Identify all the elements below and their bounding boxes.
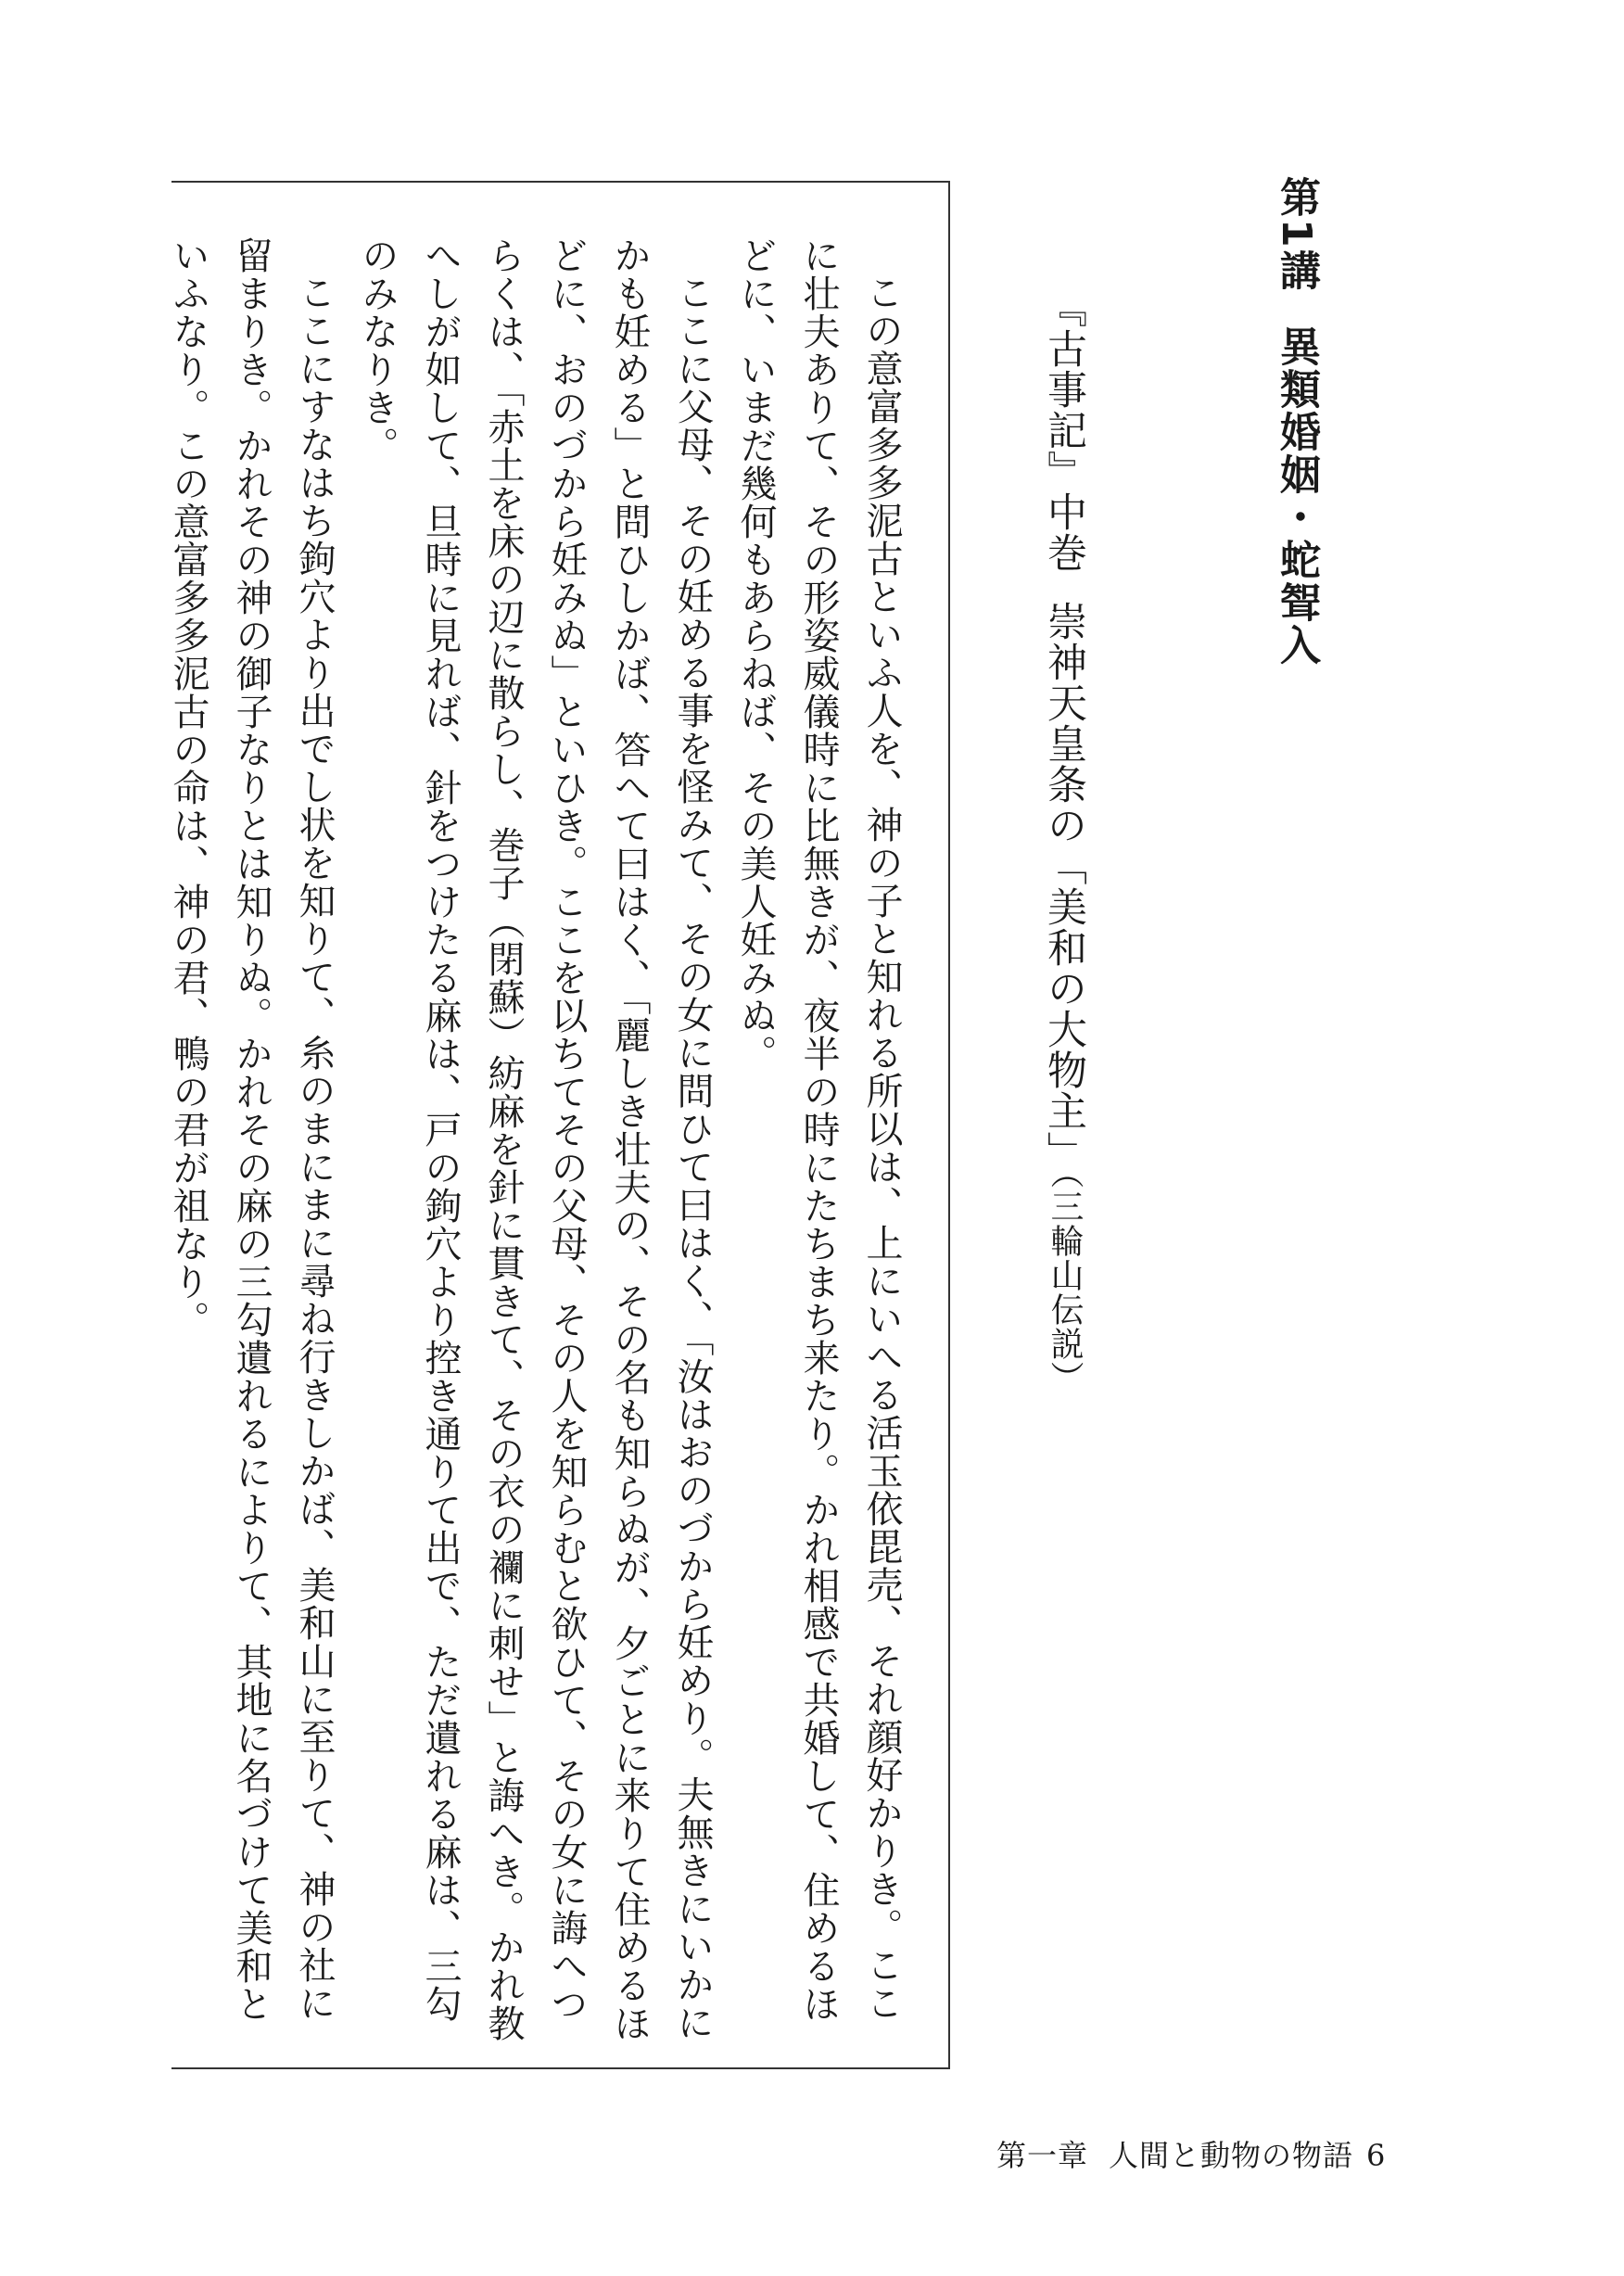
footer-chapter-title: 人間と動物の物語	[1109, 2138, 1354, 2173]
page-number: 6	[1366, 2138, 1387, 2173]
passage-paragraph: ここにすなはち鉤穴より出でし状を知りて、糸のまにまに尋ね行きしかば、美和山に至りて、神の社に留まりき。かれその神の御子なりとは知りぬ。かれその麻の三勾遺れるによりて、其地に名づけて美和といふなり。この意富多多泥古の命は、神の君、鴨の君が祖なり。	[167, 236, 336, 2023]
lecture-title: 異類婚姻・蛇聟入	[1273, 324, 1320, 667]
source-heading	[1038, 287, 1090, 1418]
source-note: （三輪山伝説）	[1046, 1172, 1084, 1395]
lecture-number: 第1講	[1273, 176, 1320, 292]
page-footer	[996, 2137, 1516, 2174]
passage-frame	[167, 181, 950, 2069]
lecture-heading	[1270, 176, 1322, 807]
source-section: 崇神天皇条の「美和の大物主」	[1041, 601, 1087, 1172]
passage-text	[157, 236, 913, 2053]
passage-paragraph: この意富多多泥古といふ人を、神の子と知れる所以は、上にいへる活玉依毘売、それ顔好かりき。ここに壮夫ありて、その形姿威儀時に比無きが、夜半の時にたちまち来たり。かれ相感で共婚して、住めるほどに、いまだ幾何もあらねば、その美人妊みぬ。	[734, 236, 903, 2023]
passage-paragraph: ここに父母、その妊める事を怪みて、その女に問ひて曰はく、「汝はおのづから妊めり。夫無きにいかにかも妊める」と問ひしかば、答へて曰はく、「麗しき壮夫の、その名も知らぬが、夕ごとに来りて住めるほどに、おのづから妊みぬ」といひき。ここを以ちてその父母、その人を知らむと欲ひて、その女に誨へつらくは、「赤土を床の辺に散らし、巻子（閉蘇）紡麻を針に貫きて、その衣の襴に刺せ」と誨へき。かれ教へしが如して、旦時に見れば、針をつけたる麻は、戸の鉤穴より控き通りて出で、ただ遺れる麻は、三勾のみなりき。	[356, 236, 714, 2042]
footer-chapter: 第一章	[996, 2138, 1089, 2173]
source-work: 『古事記』中巻	[1041, 287, 1087, 573]
